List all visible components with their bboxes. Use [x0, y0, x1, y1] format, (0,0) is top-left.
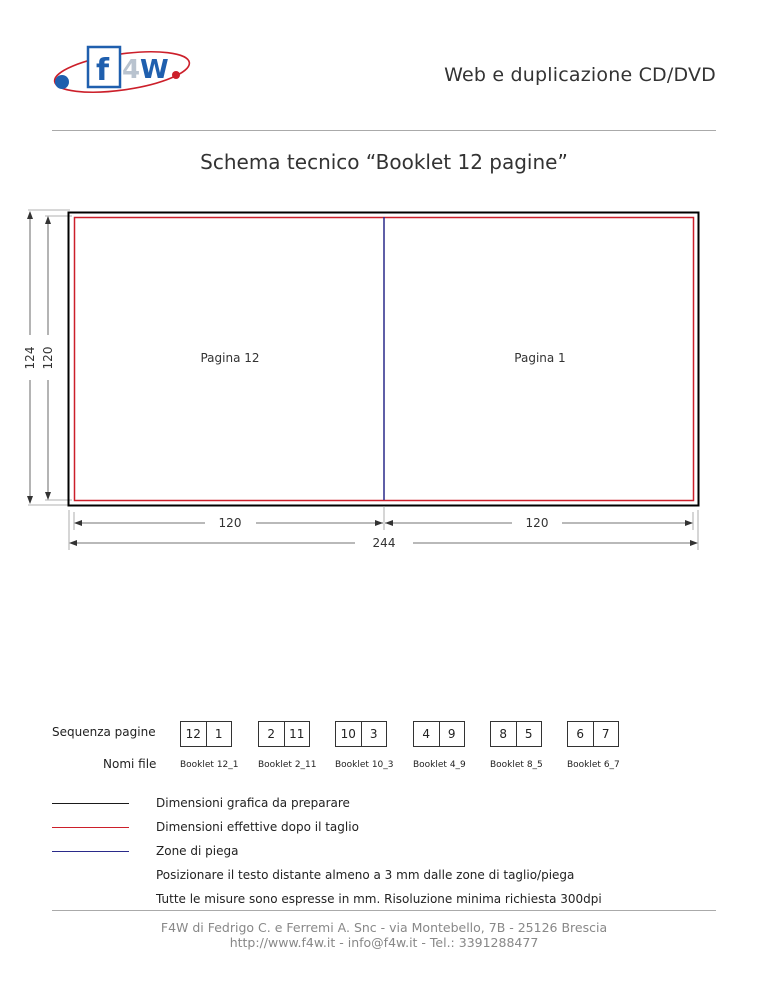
page-number: 8: [499, 727, 508, 741]
arrow-down-icon: [27, 496, 33, 504]
footer-divider: [52, 910, 716, 911]
footer-address: F4W di Fedrigo C. e Ferremi A. Snc - via Montebello, 7B - 25126 Brescia: [160, 920, 608, 935]
tagline: Web e duplicazione CD/DVD: [444, 64, 716, 86]
arrow-left-icon: [74, 520, 82, 526]
file-name: Booklet 4_9: [413, 760, 466, 770]
dim-label-inner-height: 120: [41, 346, 55, 370]
page-number: 9: [439, 722, 465, 746]
arrow-left-icon: [69, 540, 77, 546]
file-name: Booklet 6_7: [567, 760, 620, 770]
dim-label-total-width: 244: [372, 536, 396, 550]
note-margin: Posizionare il testo distante almeno a 3 mm dalle zone di taglio/piega: [156, 868, 575, 882]
legend-swatch-cut: [52, 827, 129, 828]
arrow-up-icon: [45, 216, 51, 224]
page-pair-box: [567, 721, 619, 747]
page-number: 3: [361, 722, 387, 746]
page-number: 12: [185, 727, 201, 741]
footer-contacts: http://www.f4w.it - info@f4w.it - Tel.: 3391288477: [229, 935, 539, 950]
page-title: Schema tecnico “Booklet 12 pagine”: [200, 150, 568, 174]
page-number: 5: [516, 722, 542, 746]
file-name: Booklet 10_3: [335, 760, 394, 770]
dim-label-right-width: 120: [525, 516, 549, 530]
page-number: 4: [422, 727, 431, 741]
arrow-up-icon: [27, 211, 33, 219]
dim-label-left-width: 120: [218, 516, 242, 530]
page-pair-box: [258, 721, 310, 747]
page-number: 10: [340, 727, 356, 741]
file-name: Booklet 2_11: [258, 760, 317, 770]
page-number: 6: [576, 727, 585, 741]
legend-text-fold: Zone di piega: [156, 844, 239, 858]
header-divider: [52, 130, 716, 131]
legend-swatch-outer: [52, 803, 129, 804]
page-number: 11: [284, 722, 310, 746]
note-units: Tutte le misure sono espresse in mm. Risoluzione minima richiesta 300dpi: [156, 892, 602, 906]
page-number: 7: [593, 722, 619, 746]
page-pair-box: [490, 721, 542, 747]
svg-text:f: f: [96, 53, 110, 88]
page-pair-box: [335, 721, 387, 747]
page-pair-box: [180, 721, 232, 747]
svg-text:W: W: [140, 55, 169, 85]
page-label-right: Pagina 1: [514, 351, 566, 365]
page-number: 1: [206, 722, 232, 746]
filenames-label: Nomi file: [103, 757, 157, 771]
arrow-left-icon: [385, 520, 393, 526]
page-label-left: Pagina 12: [200, 351, 260, 365]
legend-text-outer: Dimensioni grafica da preparare: [156, 796, 350, 810]
arrow-right-icon: [690, 540, 698, 546]
arrow-right-icon: [375, 520, 383, 526]
svg-text:4: 4: [122, 55, 141, 85]
booklet-diagram: [0, 200, 768, 560]
dim-label-outer-height: 124: [23, 346, 37, 370]
page-number: 2: [267, 727, 276, 741]
legend-text-cut: Dimensioni effettive dopo il taglio: [156, 820, 359, 834]
f4w-logo: [50, 42, 200, 96]
footer: [0, 920, 768, 950]
legend-swatch-fold: [52, 851, 129, 852]
page-pair-box: [413, 721, 465, 747]
arrow-down-icon: [45, 492, 51, 500]
arrow-right-icon: [685, 520, 693, 526]
file-name: Booklet 12_1: [180, 760, 239, 770]
sequence-label: Sequenza pagine: [52, 725, 156, 739]
file-name: Booklet 8_5: [490, 760, 543, 770]
